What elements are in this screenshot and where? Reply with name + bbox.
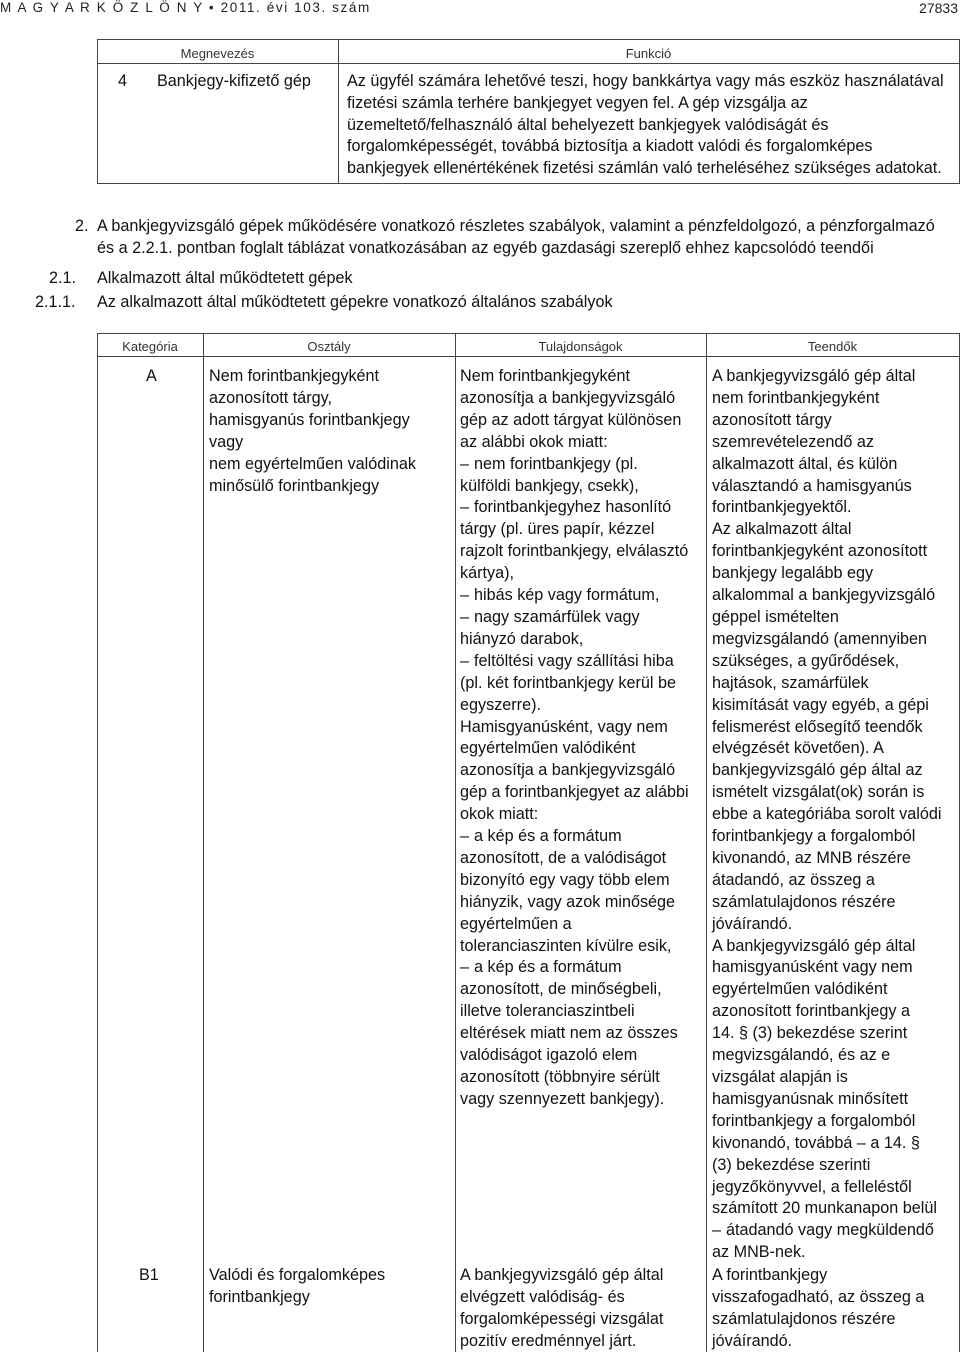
cell-line: azonosított tárgy, [209, 388, 332, 407]
cell-line: Hamisgyanúsként, vagy nem [460, 717, 668, 736]
actions-cell [712, 1265, 924, 1353]
cell-line: kisimítását vagy egyéb, a gépi [712, 695, 929, 714]
section-title-line: Alkalmazott által működtetett gépek [97, 269, 353, 287]
cell-line: Nem forintbankjegyként [460, 367, 631, 385]
table2-header-actions: Teendők [807, 339, 858, 354]
cell-line: A forintbankjegy [712, 1266, 828, 1284]
cell-line: nem egyértelműen valódinak [209, 454, 416, 473]
cell-line: kártya), [460, 564, 514, 583]
table1-left-border [97, 40, 98, 183]
cell-line: minősülő forintbankjegy [209, 476, 380, 495]
cell-line: forintbankjegyként azonosított [712, 542, 928, 561]
cell-line: illetve toleranciaszintbeli [460, 1002, 635, 1021]
cell-line: választandó a hamisgyanús [712, 476, 912, 495]
cell-line: Nem forintbankjegyként [209, 367, 380, 385]
table1-row-function [347, 71, 957, 180]
table1-row-name: Bankjegy-kifizető gép [157, 72, 311, 90]
cell-line: A bankjegyvizsgáló gép által [460, 1266, 664, 1284]
cell-line: azonosított, de minőségbeli, [460, 980, 662, 999]
cell-line: valódiságot igazoló elem [460, 1046, 638, 1065]
cell-line: forintbankjegy a forgalomból [712, 827, 916, 846]
cell-line: hamisgyanúsnak minősített [712, 1089, 909, 1108]
cell-line: (pl. két forintbankjegy kerül be [460, 673, 676, 692]
cell-line: azonosítja a bankjegyvizsgáló [460, 388, 676, 407]
function-line: forgalomképességét, továbbá biztosítja a kiadott valódi és forgalomképes [347, 137, 873, 156]
class-cell [209, 366, 416, 497]
cell-line: forintbankjegy [209, 1287, 310, 1306]
cell-line: ebbe a kategóriába sorolt valódi [712, 805, 942, 824]
cell-line: alkalmazott által, és külön [712, 454, 898, 473]
table2-header-properties: Tulajdonságok [538, 339, 623, 354]
cell-line: jegyzőkönyvvel, a felleléstől [712, 1177, 912, 1196]
cell-line: az alábbi okok miatt: [460, 432, 608, 451]
cell-line: kivonandó, továbbá – a 14. § [712, 1133, 920, 1152]
cell-line: eltérések miatt nem az összes [460, 1024, 678, 1043]
cell-line: rajzolt forintbankjegy, elválasztó [460, 542, 689, 561]
section-number: 2.1. [49, 269, 77, 287]
cell-line: kivonandó, az MNB részére [712, 848, 911, 867]
cell-line: A bankjegyvizsgáló gép által [712, 936, 916, 955]
cell-line: szükséges, a gyűrődések, [712, 651, 900, 670]
cell-line: felismerést elősegítő teendők [712, 717, 923, 736]
cell-line: szemrevételezendő az [712, 432, 874, 451]
cell-line: okok miatt: [460, 805, 539, 824]
table1-column-divider [338, 40, 339, 183]
cell-line: – forintbankjegyhez hasonlító [460, 497, 689, 519]
cell-line: tárgy (pl. üres papír, kézzel [460, 520, 655, 539]
table1-header-name: Megnevezés [180, 46, 255, 61]
cell-line: pozitív eredménnyel járt. [460, 1331, 637, 1350]
function-line: fizetési számla terhére bankjegyet vegyen fel. A gép vizsgálja az [347, 93, 808, 112]
cell-line: vagy szennyezett bankjegy). [460, 1089, 665, 1108]
properties-cell [460, 366, 689, 1111]
cell-line: vizsgálat alapján is [712, 1068, 848, 1086]
cell-line: (3) bekezdése szerinti [712, 1155, 871, 1174]
category-cell: A [146, 367, 157, 385]
cell-line: forintbankjegy a forgalomból [712, 1111, 916, 1130]
cell-line: hamisgyanús forintbankjegy [209, 410, 410, 429]
function-line: Az ügyfél számára lehetővé teszi, hogy bankkártya vagy más eszköz használatával [347, 72, 944, 90]
cell-line: azonosítja a bankjegyvizsgáló [460, 761, 676, 780]
section-title-line: A bankjegyvizsgáló gépek működésére vonatkozó részletes szabályok, valamint a pénzfeldolgozó, a pénzforgalmazó [97, 217, 935, 235]
actions-cell [712, 366, 941, 1264]
cell-line: hiányzik, vagy azok minősége [460, 892, 676, 911]
cell-line: gép a forintbankjegyet az alábbi [460, 783, 689, 802]
cell-line: megvizsgálandó (amennyiben [712, 629, 928, 648]
table2-header-category: Kategória [122, 339, 178, 354]
cell-line: egyértelműen valódiként [460, 739, 636, 758]
category-cell: B1 [139, 1266, 159, 1284]
cell-line: megvizsgálandó, és az e [712, 1046, 891, 1065]
table1-header-function: Funkció [625, 46, 672, 61]
cell-line: – a kép és a formátum [460, 826, 689, 848]
cell-line: elvégzett valódiság- és [460, 1287, 625, 1306]
table1-top-border [97, 39, 960, 40]
cell-line: – hibás kép vagy formátum, [460, 585, 689, 607]
cell-line: – feltöltési vagy szállítási hiba [460, 651, 689, 673]
cell-line: vagy [209, 432, 244, 451]
cell-line: nem forintbankjegyként [712, 388, 880, 407]
cell-line: bizonyító egy vagy több elem [460, 870, 670, 889]
section-title-line: és a 2.2.1. pontban foglalt táblázat vonatkozásában az egyéb gazdasági szereplő ehhez kapcsolódó teendői [97, 239, 874, 257]
cell-line: – átadandó vagy megküldendő [712, 1220, 941, 1242]
cell-line: – a kép és a formátum [460, 957, 689, 979]
properties-cell [460, 1265, 663, 1353]
page-number: 27833 [919, 0, 958, 16]
section-number: 2.1.1. [35, 293, 76, 311]
cell-line: Az alkalmazott által [712, 520, 852, 539]
cell-line: egyértelműen valódiként [712, 980, 888, 999]
cell-line: 14. § (3) bekezdése szerint [712, 1024, 908, 1043]
cell-line: hajtások, szamárfülek [712, 673, 869, 692]
cell-line: azonosított (többnyire sérült [460, 1068, 660, 1086]
table2-divider-2 [455, 334, 456, 1352]
cell-line: jóváírandó. [712, 914, 793, 933]
cell-line: ismételt vizsgálat(ok) során is [712, 783, 925, 802]
cell-line: az MNB-nek. [712, 1243, 806, 1262]
cell-line: géppel ismételten [712, 607, 839, 626]
class-cell [209, 1265, 385, 1309]
cell-line: A bankjegyvizsgáló gép által [712, 367, 916, 385]
cell-line: azonosított tárgy [712, 410, 832, 429]
cell-line: – nagy szamárfülek vagy [460, 607, 689, 629]
cell-line: elvégzését követően). A [712, 739, 884, 758]
cell-line: hiányzó darabok, [460, 629, 584, 648]
cell-line: egyértelműen a [460, 914, 572, 933]
cell-line: toleranciaszinten kívülre esik, [460, 936, 672, 955]
cell-line: visszafogadható, az összeg a [712, 1287, 925, 1306]
table2-header-class: Osztály [307, 339, 351, 354]
cell-line: gép az adott tárgyat különösen [460, 410, 682, 429]
section-title-line: Az alkalmazott által működtetett gépekre vonatkozó általános szabályok [97, 293, 613, 311]
cell-line: jóváírandó. [712, 1331, 793, 1350]
cell-line: külföldi bankjegy, csekk), [460, 476, 639, 495]
publication-header: M A G Y A R K Ö Z L Ö N Y • 2011. évi 103. szám [0, 0, 371, 15]
section-number: 2. [75, 217, 89, 235]
table1-row-number: 4 [118, 72, 128, 90]
table2-top-border [97, 333, 960, 334]
cell-line: számlatulajdonos részére [712, 1309, 896, 1328]
cell-line: azonosított, de a valódiságot [460, 848, 667, 867]
cell-line: átadandó, az összeg a [712, 870, 875, 889]
table1-bottom-border [97, 183, 960, 184]
function-line: üzemeltető/felhasználó által behelyezett bankjegyek valódiságát és [347, 115, 829, 134]
cell-line: hamisgyanúsként vagy nem [712, 958, 913, 977]
cell-line: alkalommal a bankjegyvizsgáló [712, 586, 936, 605]
cell-line: számlatulajdonos részére [712, 892, 896, 911]
table2-divider-3 [706, 334, 707, 1352]
table2-divider-1 [203, 334, 204, 1352]
cell-line: egyszerre). [460, 695, 541, 714]
table1-header-border [97, 63, 960, 64]
table2-header-border [97, 356, 960, 357]
cell-line: bankjegyvizsgáló gép által az [712, 761, 923, 780]
cell-line: forgalomképességi vizsgálat [460, 1309, 664, 1328]
cell-line: bankjegy legalább egy [712, 564, 874, 583]
function-line: bankjegyek ellenértékének fizetési számlán való terheléséhez szükséges adatokat. [347, 159, 942, 178]
cell-line: – nem forintbankjegy (pl. [460, 454, 689, 476]
cell-line: számított 20 munkanapon belül [712, 1199, 937, 1218]
cell-line: Valódi és forgalomképes [209, 1266, 386, 1284]
cell-line: forintbankjegyektől. [712, 498, 852, 517]
cell-line: azonosított forintbankjegy a [712, 1002, 910, 1021]
table2-left-border [97, 334, 98, 1352]
